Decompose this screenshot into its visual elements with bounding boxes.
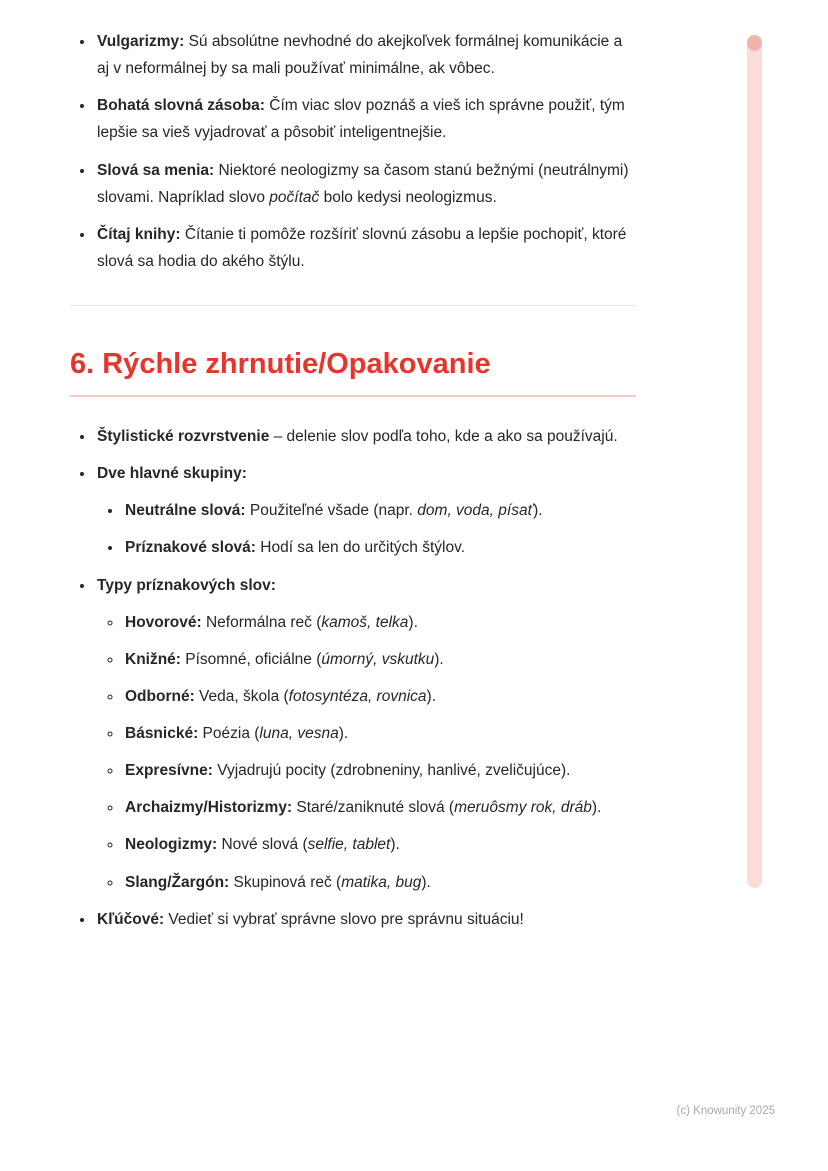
item-text: Poézia (	[198, 725, 260, 742]
item-label: Slang/Žargón:	[125, 873, 230, 891]
item-label: Neologizmy:	[125, 836, 218, 854]
bullet-item	[95, 572, 636, 896]
item-text: ).	[533, 502, 543, 520]
document-content	[70, 28, 636, 943]
item-italic: fotosyntéza, rovnica	[288, 687, 427, 705]
item-label: Slová sa menia:	[97, 161, 215, 179]
bullet-item	[95, 221, 636, 275]
item-text: bolo kedysi neologizmus.	[319, 188, 497, 206]
item-text: ).	[426, 687, 436, 705]
bullet-item	[95, 423, 636, 450]
item-italic: úmorný, vskutku	[321, 650, 435, 668]
item-italic: selfie, tablet	[307, 836, 391, 854]
item-text: Vedieť si vybrať správne slovo pre správnu situáciu!	[164, 910, 524, 928]
item-label: Príznakové slová:	[125, 539, 256, 557]
item-text: ).	[408, 613, 418, 631]
item-text: ).	[390, 836, 400, 854]
item-text: Niektoré neologizmy sa časom stanú bežnými (neutrálnymi) slovami. Napríklad slovo	[97, 161, 629, 206]
item-text: Neformálna reč (	[201, 613, 322, 631]
summary-list	[70, 423, 636, 933]
copyright-footer: (c) Knowunity 2025	[676, 1105, 775, 1117]
intro-list	[70, 28, 636, 275]
bullet-item	[123, 720, 636, 747]
item-label: Archaizmy/Historizmy:	[125, 799, 293, 817]
item-label: Čítaj knihy:	[97, 225, 181, 243]
item-label: Bohatá slovná zásoba:	[97, 97, 265, 115]
bullet-item	[123, 831, 636, 858]
main-groups-sublist	[97, 497, 636, 561]
section-heading: 6. Rýchle zhrnutie/Opakovanie	[70, 348, 636, 397]
item-label: Typy príznakových slov:	[97, 576, 276, 594]
item-text: Nové slová (	[217, 836, 308, 854]
word-types-sublist	[97, 609, 636, 896]
item-italic: matika, bug	[341, 873, 422, 891]
item-label: Básnické:	[125, 725, 199, 742]
item-text: Hodí sa len do určitých štýlov.	[255, 539, 466, 557]
bullet-item	[123, 869, 636, 896]
item-italic: počítač	[269, 188, 320, 206]
scrollbar-track[interactable]	[747, 35, 762, 888]
item-text: – delenie slov podľa toho, kde a ako sa používajú.	[269, 428, 618, 445]
item-label: Neutrálne slová:	[125, 502, 246, 520]
item-italic: kamoš, telka	[321, 613, 409, 631]
item-text: ).	[338, 725, 349, 742]
bullet-item	[123, 534, 636, 561]
bullet-item	[123, 794, 636, 821]
item-label: Odborné:	[125, 687, 195, 705]
item-label: Kľúčové:	[97, 910, 165, 928]
item-label: Vulgarizmy:	[97, 33, 185, 50]
bullet-item	[95, 157, 636, 211]
bullet-item	[123, 683, 636, 710]
item-text: Písomné, oficiálne (	[180, 650, 322, 668]
bullet-item	[123, 757, 636, 784]
bullet-item	[95, 906, 636, 933]
item-label: Knižné:	[125, 650, 181, 668]
item-text: ).	[434, 650, 444, 668]
item-label: Expresívne:	[125, 762, 213, 780]
item-italic: meruôsmy rok, dráb	[454, 799, 592, 817]
item-text: Použiteľné všade (napr.	[245, 502, 418, 520]
item-text: ).	[591, 799, 602, 817]
item-text: Sú absolútne nevhodné do akejkoľvek formálnej komunikácie a aj v neformálnej by sa mali používať minimálne, ak vôbec.	[97, 33, 623, 78]
bullet-item	[95, 460, 636, 561]
item-text: Čím viac slov poznáš a vieš ich správne použiť, tým lepšie sa vieš vyjadrovať a pôsobiť inteligentnejšie.	[97, 97, 625, 142]
bullet-item	[95, 92, 636, 146]
item-italic: dom, voda, písať	[417, 502, 534, 520]
item-label: Hovorové:	[125, 613, 202, 631]
item-text: Čítanie ti pomôže rozšíriť slovnú zásobu a lepšie pochopiť, ktoré slová sa hodia do akého štýlu.	[97, 225, 627, 270]
item-label: Štylistické rozvrstvenie	[97, 428, 270, 445]
item-text: ).	[421, 873, 431, 891]
item-text: Skupinová reč (	[229, 873, 342, 891]
item-text: Vyjadrujú pocity (zdrobneniny, hanlivé, zveličujúce).	[212, 762, 571, 780]
bullet-item	[95, 28, 636, 82]
bullet-item	[123, 646, 636, 673]
bullet-item	[123, 609, 636, 636]
section-divider	[70, 305, 636, 306]
item-text: Staré/zaniknuté slová (	[292, 799, 455, 817]
item-label: Dve hlavné skupiny:	[97, 465, 247, 483]
item-italic: luna, vesna	[259, 725, 339, 742]
scrollbar-thumb[interactable]	[747, 35, 762, 51]
bullet-item	[123, 497, 636, 524]
item-text: Veda, škola (	[194, 687, 289, 705]
